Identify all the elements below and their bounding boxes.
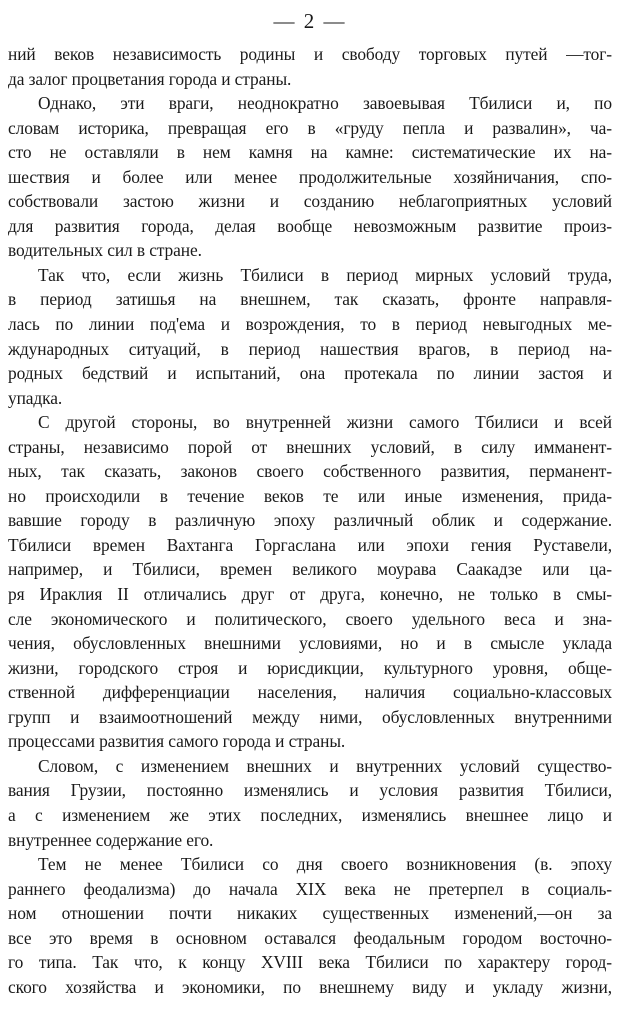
text-line: Тбилиси времен Вахтанга Горгаслана или эпохи гения Руставели, bbox=[8, 534, 612, 555]
text-line: го типа. Так что, к концу XVIII века Тбилиси по характеру город- bbox=[8, 952, 612, 973]
text-line: для развития города, делая вообще невозможным развитие произ- bbox=[8, 215, 612, 236]
text-line: родных бедствий и испытаний, она протекала по линии застоя и bbox=[8, 363, 612, 384]
text-line: ждународных ситуаций, в период нашествия врагов, в период на- bbox=[8, 338, 612, 359]
text-line: собствовали застою жизни и созданию неблагоприятных условий bbox=[8, 191, 612, 212]
text-line: чения, обусловленных внешними условиями, но и в смысле уклада bbox=[8, 633, 612, 654]
text-line: ных, так сказать, законов своего собственного развития, перманент- bbox=[8, 461, 612, 482]
paragraph bbox=[8, 91, 612, 263]
text-line: ского хозяйства и экономики, по внешнему виду и укладу жизни, bbox=[8, 976, 612, 997]
text-line: внутреннее содержание его. bbox=[8, 829, 214, 850]
text-line: а с изменением же этих последних, изменялись внешнее лицо и bbox=[8, 804, 612, 825]
text-line: вавшие городу в различную эпоху различный облик и содержание. bbox=[8, 510, 612, 531]
text-line: вания Грузии, постоянно изменялись и условия развития Тбилиси, bbox=[8, 780, 612, 801]
text-line: водительных сил в стране. bbox=[8, 240, 202, 261]
paragraph bbox=[8, 754, 612, 852]
text-line: Словом, с изменением внешних и внутренних условий существо- bbox=[38, 755, 612, 776]
text-line: например, и Тбилиси, времен великого моурава Саакадзе или ца- bbox=[8, 559, 612, 580]
paragraph bbox=[8, 410, 612, 754]
text-line: С другой стороны, во внутренней жизни самого Тбилиси и всей bbox=[38, 412, 612, 433]
text-line: Так что, если жизнь Тбилиси в период мирных условий труда, bbox=[38, 264, 612, 285]
text-line: Однако, эти враги, неоднократно завоевывая Тбилиси и, по bbox=[38, 93, 612, 114]
text-line: словам историка, превращая его в «груду пепла и развалин», ча- bbox=[8, 117, 612, 138]
text-line: ственной дифференциации населения, наличия социально-классовых bbox=[8, 682, 612, 703]
text-line: но происходили в течение веков те или иные изменения, прида- bbox=[8, 485, 612, 506]
text-line: сле экономического и политического, своего удельного веса и зна- bbox=[8, 608, 612, 629]
paragraph bbox=[8, 263, 612, 410]
book-page bbox=[8, 6, 612, 1014]
text-line: групп и взаимоотношений между ними, обусловленных внутренними bbox=[8, 706, 612, 727]
text-line: раннего феодализма) до начала XIX века не претерпел в социаль- bbox=[8, 878, 612, 899]
text-line: в период затишья на внешнем, так сказать, фронте направля- bbox=[8, 289, 612, 310]
text-line: Тем не менее Тбилиси со дня своего возникновения (в. эпоху bbox=[38, 854, 612, 875]
text-line: все это время в основном оставался феодальным городом восточно- bbox=[8, 927, 612, 948]
page-number: — 2 — bbox=[273, 9, 347, 33]
text-line: ний веков независимость родины и свободу торговых путей —тог- bbox=[8, 44, 612, 64]
body-text bbox=[8, 42, 612, 999]
text-line: упадка. bbox=[8, 387, 63, 408]
paragraph bbox=[8, 42, 612, 91]
text-line: ря Ираклия II отличались друг от друга, конечно, не только в смы- bbox=[8, 584, 612, 605]
text-line: шествия и более или менее продолжительные хозяйничания, спо- bbox=[8, 166, 612, 187]
text-line: процессами развития самого города и страны. bbox=[8, 731, 346, 752]
text-line: да залог процветания города и страны. bbox=[8, 68, 292, 89]
text-line: страны, независимо порой от внешних условий, в силу имманент- bbox=[8, 436, 612, 457]
text-line: жизни, городского строя и юрисдикции, культурного уровня, обще- bbox=[8, 657, 612, 678]
text-line: сто не оставляли в нем камня на камне: систематические их на- bbox=[8, 142, 612, 163]
paragraph bbox=[8, 852, 612, 999]
text-line: ном отношении почти никаких существенных изменений,—он за bbox=[8, 903, 612, 924]
text-line: лась по линии под'ема и возрождения, то в период невыгодных ме- bbox=[8, 314, 612, 335]
